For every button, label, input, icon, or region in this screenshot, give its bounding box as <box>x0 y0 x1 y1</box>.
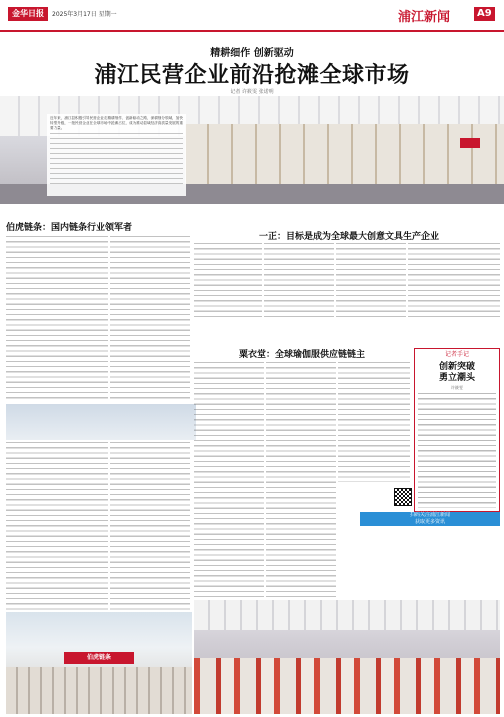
story-3-body-col2 <box>266 362 336 600</box>
showroom-shelves <box>185 124 504 186</box>
promo-ad-line-2: 获取更多资讯 <box>414 519 445 525</box>
story-2-body-col1 <box>194 243 262 320</box>
commentary-body <box>418 393 496 508</box>
story-1-body-lower-col2 <box>110 442 190 612</box>
story-3-body-col1 <box>194 362 264 600</box>
workshop-ceiling <box>194 600 500 630</box>
story-2-body-col3 <box>336 243 406 320</box>
page-number: A9 <box>474 7 495 21</box>
workers-row <box>194 658 500 714</box>
intro-body-lines <box>50 133 183 188</box>
story-3-body-col3 <box>338 362 410 482</box>
story-1-title: 伯虎链条：国内链条行业领军者 <box>6 223 133 233</box>
section-title: 浦江新闻 <box>398 10 451 25</box>
masthead <box>0 0 504 32</box>
commentary-tag: 记者手记 <box>444 351 469 358</box>
factory-facade <box>6 667 192 714</box>
story-2-body-col4 <box>408 243 500 320</box>
byline: 记者 许筱雯 张诺明 <box>230 89 274 95</box>
factory-sign: 伯虎链条 <box>64 652 134 664</box>
promo-ad[interactable] <box>360 512 500 526</box>
intro-paragraph: 近年来，浦江县积极引导民营企业走精耕细作、创新驱动之路，深耕细分领域，加快转型升级，一批民营企业在全球市场中抢滩占位，成为推动县域经济高质量发展的重要力量。 <box>50 116 183 130</box>
issue-date: 2025年3月17日 星期一 <box>52 11 117 18</box>
factory-photo <box>6 404 196 440</box>
qr-code[interactable] <box>394 488 412 506</box>
promo-ad-line-1: 扫码关注浦江新闻 <box>409 512 450 518</box>
story-2-body-col2 <box>264 243 334 320</box>
story-1-body-lower <box>6 442 108 612</box>
story-3-title: 粟衣堂：全球瑜伽服供应链链主 <box>238 350 365 360</box>
workshop-photo <box>194 600 500 714</box>
story-1-body <box>6 236 108 402</box>
intro-text <box>47 114 186 196</box>
story-1-body-col2 <box>110 236 190 402</box>
newspaper-logo: 金华日报 <box>8 7 48 21</box>
kicker: 精耕细作 创新驱动 <box>210 48 294 59</box>
commentary-title <box>414 362 500 384</box>
commentary-title-text: 创新突破 勇立潮头 <box>438 362 475 383</box>
showroom-sign <box>460 138 480 148</box>
story-2-title: 一正：目标是成为全球最大创意文具生产企业 <box>258 232 439 242</box>
main-headline: 浦江民营企业前沿抢滩全球市场 <box>94 63 410 88</box>
commentary-byline: 许筱雯 <box>451 385 463 390</box>
factory-building-photo <box>6 612 192 714</box>
